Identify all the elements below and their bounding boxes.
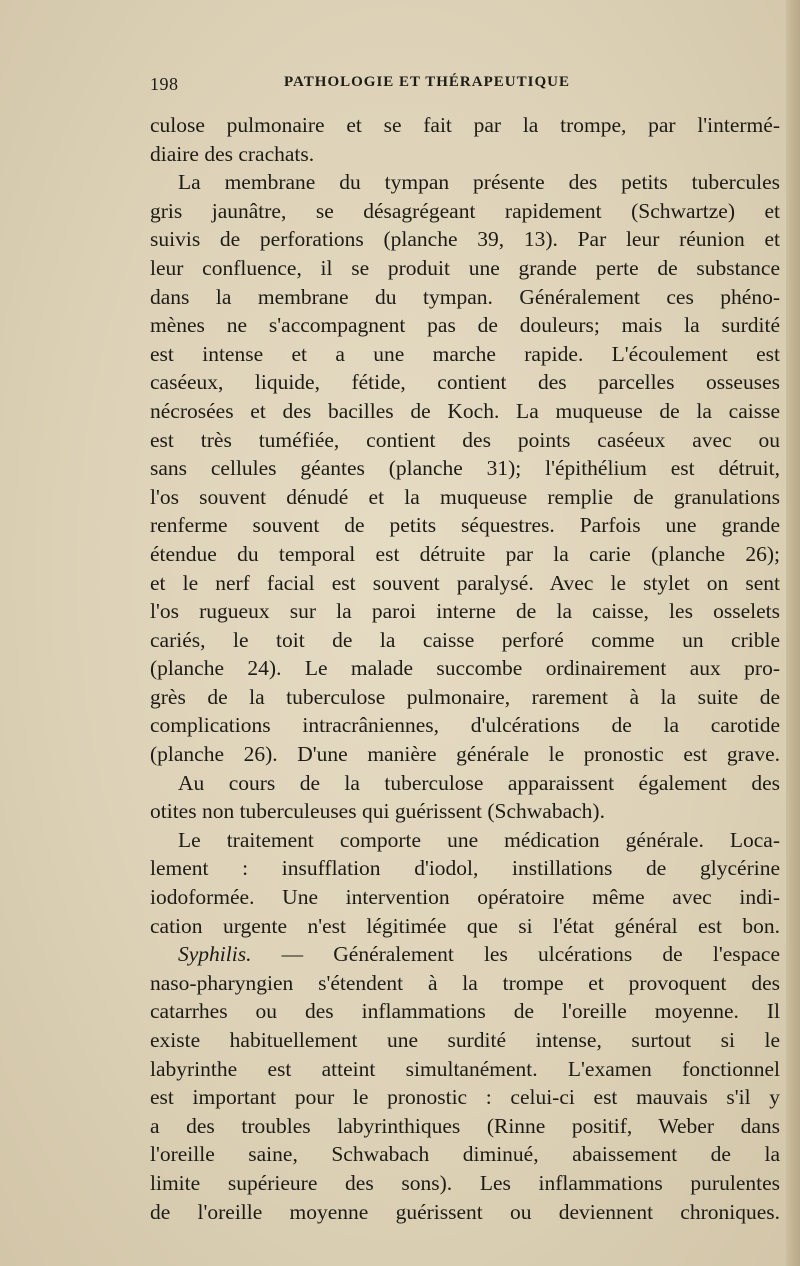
text-line: mènes ne s'accompagnent pas de douleurs; mais la surdité <box>150 313 780 338</box>
text-line: de l'oreille moyenne guérissent ou deviennent chroniques. <box>150 1199 780 1224</box>
text-line: gris jaunâtre, se désagrégeant rapidement (Schwartze) et <box>150 198 780 223</box>
text-line: grès de la tuberculose pulmonaire, rarement à la suite de <box>150 684 780 709</box>
text-line: l'os souvent dénudé et la muqueuse remplie de granulations <box>150 484 780 509</box>
text-line: et le nerf facial est souvent paralysé. Avec le stylet on sent <box>150 570 780 595</box>
text-line: Au cours de la tuberculose apparaissent également des <box>178 770 780 795</box>
syphilis-line <box>150 940 780 969</box>
text-line: existe habituellement une surdité intense, surtout si le <box>150 1028 780 1052</box>
text-line: dans la membrane du tympan. Généralement ces phéno- <box>150 284 780 309</box>
text-line: diaire des crachats. <box>150 141 315 166</box>
text-line: lement : insufflation d'iodol, instillations de glycérine <box>150 856 780 881</box>
text-line: naso-pharyngien s'étendent à la trompe et provoquent des <box>150 970 780 995</box>
text-line: (planche 24). Le malade succombe ordinairement aux pro- <box>150 656 780 681</box>
text-line: cation urgente n'est légitimée que si l'état général est bon. <box>150 913 780 938</box>
text-line: caséeux, liquide, fétide, contient des parcelles osseuses <box>150 370 780 395</box>
text-line: culose pulmonaire et se fait par la trompe, par l'intermé- <box>150 113 780 137</box>
text-line: (planche 26). D'une manière générale le pronostic est grave. <box>150 742 780 767</box>
text-line: Le traitement comporte une médication générale. Loca- <box>178 827 780 852</box>
text-line: est intense et a une marche rapide. L'écoulement est <box>150 341 780 366</box>
text-line: l'oreille saine, Schwabach diminué, abaissement de la <box>150 1142 780 1167</box>
page-number: 198 <box>150 74 179 94</box>
running-title: PATHOLOGIE ET THÉRAPEUTIQUE <box>284 74 570 90</box>
text-line: iodoformée. Une intervention opératoire même avec indi- <box>150 885 780 910</box>
text-line: est important pour le pronostic : celui-ci est mauvais s'il y <box>150 1085 780 1110</box>
text-line: est très tuméfiée, contient des points caséeux avec ou <box>150 427 780 452</box>
text-line: labyrinthe est atteint simultanément. L'examen fonctionnel <box>150 1056 780 1081</box>
text-line: renferme souvent de petits séquestres. Parfois une grande <box>150 513 780 538</box>
text-line: La membrane du tympan présente des petits tubercules <box>178 170 780 195</box>
text-line: catarrhes ou des inflammations de l'oreille moyenne. Il <box>150 999 780 1024</box>
text-line: suivis de perforations (planche 39, 13). Par leur réunion et <box>150 227 780 252</box>
text-line: leur confluence, il se produit une grande perte de substance <box>150 255 780 280</box>
text-line: l'os rugueux sur la paroi interne de la caisse, les osselets <box>150 599 780 624</box>
page-header <box>150 74 640 98</box>
text-line: sans cellules géantes (planche 31); l'épithélium est détruit, <box>150 456 780 481</box>
text-line: — Généralement les ulcérations de l'espace <box>281 942 780 967</box>
body-text <box>150 111 780 1226</box>
text-line: otites non tuberculeuses qui guérissent (Schwabach). <box>150 799 605 824</box>
page-edge-shadow <box>786 0 800 1266</box>
text-line: a des troubles labyrinthiques (Rinne positif, Weber dans <box>150 1113 780 1138</box>
syphilis-heading: Syphilis. <box>178 942 252 967</box>
text-line: cariés, le toit de la caisse perforé comme un crible <box>150 627 780 652</box>
text-line: limite supérieure des sons). Les inflammations purulentes <box>150 1170 780 1195</box>
text-line: nécrosées et des bacilles de Koch. La muqueuse de la caisse <box>150 398 780 423</box>
text-line: complications intracrâniennes, d'ulcérations de la carotide <box>150 713 780 738</box>
text-line: étendue du temporal est détruite par la carie (planche 26); <box>150 541 780 566</box>
